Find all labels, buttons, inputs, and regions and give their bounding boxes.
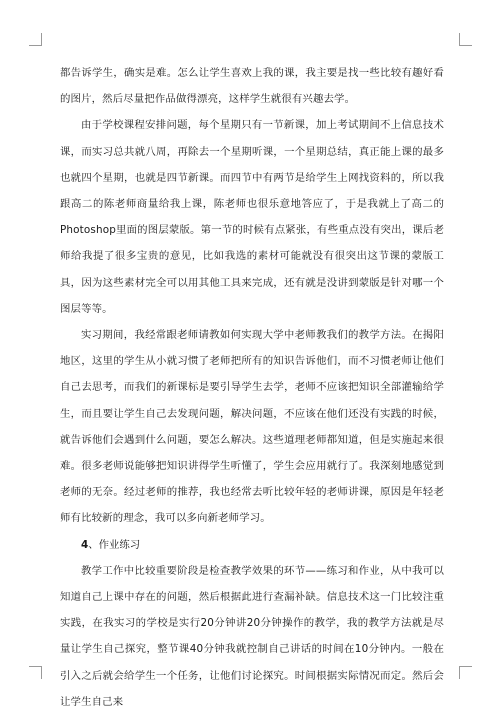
paragraph-continuation: 都告诉学生，确实是难。怎么让学生喜欢上我的课，我主要是找一些比较有趣好看的图片，然后尽量把作品做得漂亮，这样学生就很有兴趣去学。 (60, 67, 444, 106)
paragraph-teaching-method: 实习期间，我经常跟老师请教如何实现大学中老师教我们的教学方法。在揭阳地区，这里的学生从小就习惯了老师把所有的知识告诉他们，而不习惯老师让他们自己去思考，而我们的新课标是要引导学生去学，老师不应该把知识全部灌输给学生，而且要让学生自己去发现问题，解决问题，不应该在他们还没有实践的时候，就告诉他们会遇到什么问题，要怎么解决。这些道理老师都知道，但是实施起来很难。很多老师说能够把知识讲得学生听懂了，学生会应用就行了。我深刻地感觉到老师的无奈。经过老师的推荐，我也经常去听比较年轻的老师讲课，原因是年轻老师有比较新的理念，我可以多向新老师学习。 (60, 329, 444, 525)
paragraph-homework: 教学工作中比较重要阶段是检查教学效果的环节——练习和作业，从中我可以知道自己上课中存在的问题，然后根据此进行查漏补缺。信息技术这一门比较注重实践，在我实习的学校是实行20分钟讲20分钟操作的教学，我的教学方法就是尽量让学生自己探究，整节课40分钟我就控制自己讲话的时间在10分钟内。一般在引入之后就会给学生一个任务，让他们讨论探究。时间根据实际情况而定。然后会让学生自己来 (60, 564, 444, 708)
crop-mark-bottom-left (29, 666, 42, 679)
section-heading (60, 532, 444, 558)
section-separator: 、 (88, 538, 99, 551)
section-number: 4 (81, 538, 89, 551)
crop-mark-bottom-right (459, 666, 472, 679)
document-body (60, 60, 444, 715)
crop-mark-top-left (29, 33, 42, 46)
paragraph-schedule: 由于学校课程安排问题，每个星期只有一节新课，加上考试期间不上信息技术课，而实习总共就八周，再除去一个星期听课，一个星期总结，真正能上课的最多也就四个星期，也就是四节新课。而四节中有两节是给学生上网找资料的，所以我跟高二的陈老师商量给我上课，陈老师也很乐意地答应了，于是我就上了高二的Photoshop里面的图层蒙版。第一节的时候有点紧张，有些重点没有突出，课后老师给我提了很多宝贵的意见，比如我选的素材可能就没有很突出这节课的蒙版工具，因为这些素材完全可以用其他工具来完成，还有就是没讲到蒙版是针对哪一个图层等等。 (60, 119, 444, 315)
crop-mark-top-right (459, 33, 472, 46)
section-title: 作业练习 (98, 538, 141, 551)
